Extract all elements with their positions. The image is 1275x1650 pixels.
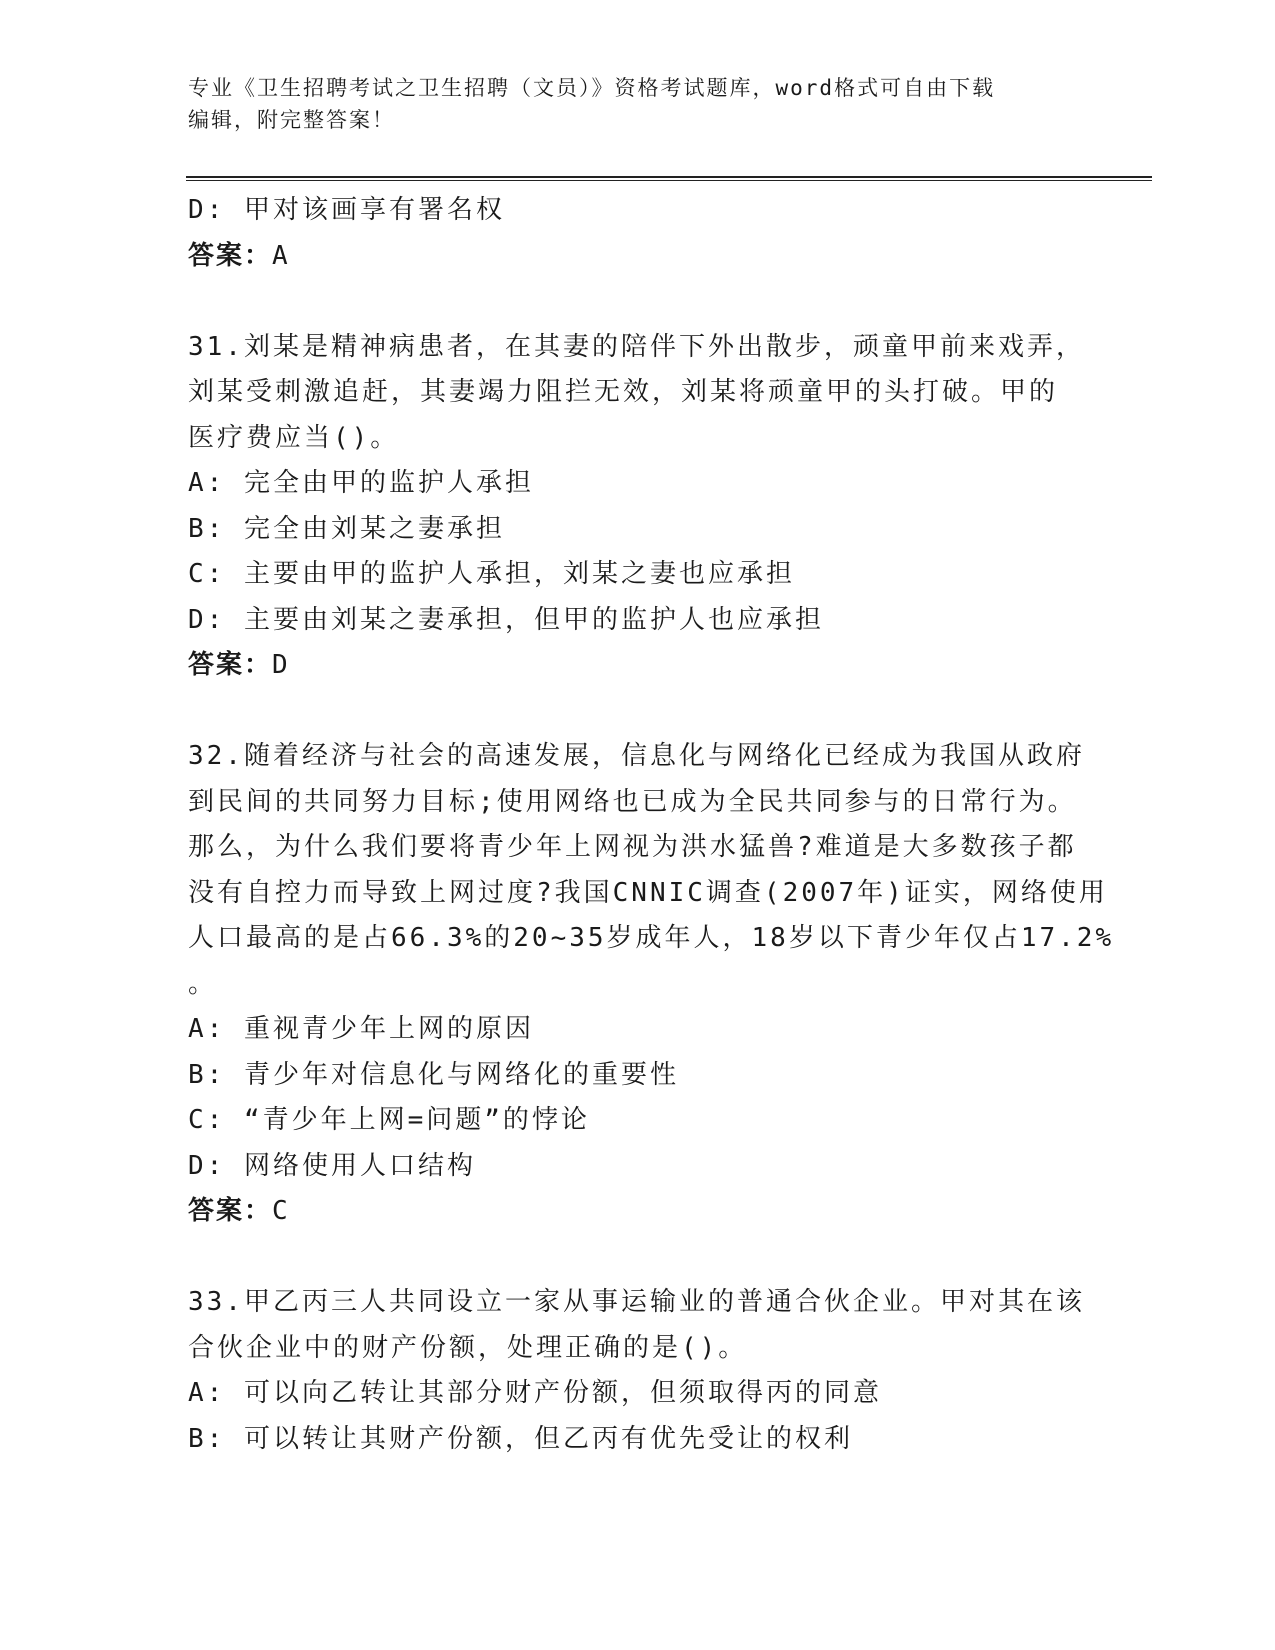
answer-value: D bbox=[272, 650, 290, 680]
question-stem-line: 刘某受刺激追赶，其妻竭力阻拦无效，刘某将顽童甲的头打破。甲的 bbox=[188, 377, 1059, 407]
answer-label: 答案： bbox=[188, 240, 273, 271]
answer bbox=[188, 234, 1088, 280]
document-body bbox=[188, 188, 1115, 1462]
option-b: B: 完全由刘某之妻承担 bbox=[188, 513, 505, 544]
option-a: A: 重视青少年上网的原因 bbox=[188, 1014, 534, 1044]
question-stem-line: 医疗费应当()。 bbox=[188, 422, 400, 453]
question-stem-line: 那么，为什么我们要将青少年上网视为洪水猛兽?难道是大多数孩子都 bbox=[188, 832, 1077, 862]
option-d: D: 网络使用人口结构 bbox=[188, 1150, 476, 1181]
answer bbox=[188, 643, 1088, 689]
option-a: A: 完全由甲的监护人承担 bbox=[188, 468, 534, 498]
question-stem-line: 31.刘某是精神病患者，在其妻的陪伴下外出散步，顽童甲前来戏弄， bbox=[188, 331, 1085, 362]
option-b: B: 青少年对信息化与网络化的重要性 bbox=[188, 1059, 679, 1090]
spacer bbox=[188, 689, 1088, 735]
header-rule bbox=[186, 176, 1152, 181]
option-c: C: 主要由甲的监护人承担，刘某之妻也应承担 bbox=[188, 559, 795, 589]
option-d: D: 主要由刘某之妻承担，但甲的监护人也应承担 bbox=[188, 604, 824, 635]
question-stem-line: 合伙企业中的财产份额，处理正确的是()。 bbox=[188, 1332, 748, 1363]
option-d: D: 甲对该画享有署名权 bbox=[188, 195, 505, 225]
option-b: B: 可以转让其财产份额，但乙丙有优先受让的权利 bbox=[188, 1423, 853, 1454]
answer bbox=[188, 1189, 1088, 1235]
question-33 bbox=[188, 1280, 1088, 1462]
question-stem-line: 33.甲乙丙三人共同设立一家从事运输业的普通合伙企业。甲对其在该 bbox=[188, 1287, 1085, 1317]
answer-label: 答案： bbox=[188, 1196, 273, 1226]
question-stem-line: 没有自控力而导致上网过度?我国CNNIC调查(2007年)证实，网络使用 bbox=[188, 877, 1108, 908]
answer-label: 答案： bbox=[188, 650, 273, 680]
question-32 bbox=[188, 734, 1115, 1235]
spacer bbox=[188, 1235, 1088, 1281]
question-stem-line: 人口最高的是占66.3%的20~35岁成年人，18岁以下青少年仅占17.2% bbox=[188, 923, 1115, 953]
header-line-2: 编辑，附完整答案！ bbox=[188, 108, 395, 132]
question-stem-line: 。 bbox=[188, 968, 218, 999]
option-c: C: “青少年上网=问题”的悖论 bbox=[188, 1105, 590, 1135]
answer-value: A bbox=[272, 240, 290, 271]
previous-question-tail bbox=[188, 188, 1088, 279]
answer-value: C bbox=[272, 1196, 290, 1226]
question-stem-line: 32.随着经济与社会的高速发展，信息化与网络化已经成为我国从政府 bbox=[188, 741, 1085, 771]
question-stem-line: 到民间的共同努力目标;使用网络也已成为全民共同参与的日常行为。 bbox=[188, 786, 1077, 817]
question-31 bbox=[188, 325, 1088, 689]
option-a: A: 可以向乙转让其部分财产份额，但须取得丙的同意 bbox=[188, 1378, 882, 1408]
header-line-1: 专业《卫生招聘考试之卫生招聘（文员）》资格考试题库，word格式可自由下载 bbox=[188, 76, 996, 100]
spacer bbox=[188, 279, 1088, 325]
page-header bbox=[188, 72, 1088, 136]
